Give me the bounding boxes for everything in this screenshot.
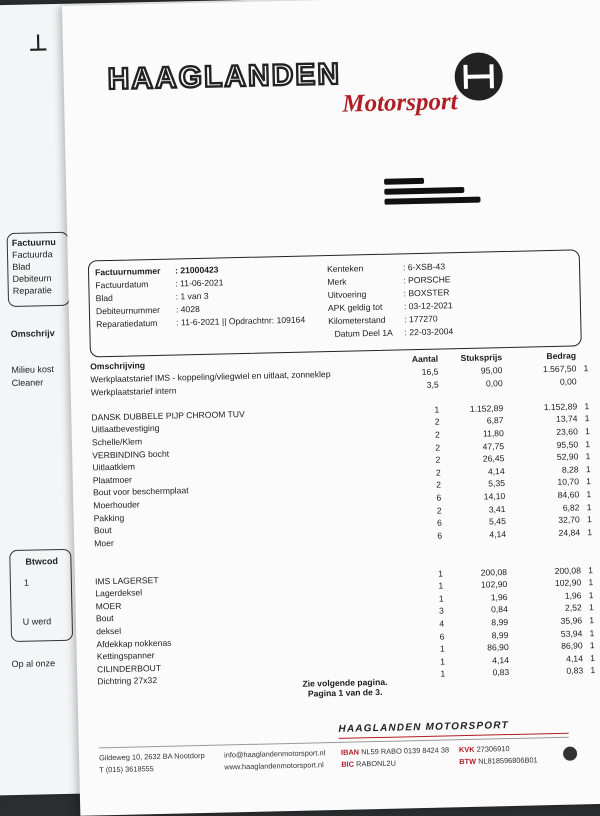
item-description: Schelle/Klem <box>91 436 143 448</box>
item-vat-code: 1 <box>585 438 591 449</box>
back-label: Reparatie <box>12 285 52 296</box>
item-quantity: 2 <box>435 442 441 453</box>
kvk-label: KVK <box>458 744 475 755</box>
btw-label: BTW <box>459 756 477 767</box>
item-amount: 84,60 <box>557 489 580 500</box>
item-amount: 53,94 <box>560 627 583 639</box>
item-description: Lagerdeksel <box>95 587 143 599</box>
item-vat-code: 1 <box>584 426 590 437</box>
item-description: DANSK DUBBELE PIJP CHROOM TUV <box>91 408 245 423</box>
item-description: Uitlaatbevestiging <box>91 423 160 435</box>
apk-label: APK geldig tot <box>327 301 383 314</box>
item-vat-code: 1 <box>585 451 591 462</box>
item-amount: 35,96 <box>560 615 583 626</box>
iban-label: IBAN <box>340 747 360 757</box>
continue-note <box>302 677 387 699</box>
plate-label: Kenteken <box>326 263 364 275</box>
item-description: Kettingspanner <box>96 650 155 662</box>
back-label: Factuurda <box>11 249 53 260</box>
item-description: IMS LAGERSET <box>94 574 159 586</box>
item-description: deksel <box>96 625 122 637</box>
item-vat-code: 1 <box>588 577 594 588</box>
item-unit-price: 0,00 <box>485 377 503 389</box>
back-label: Omschrijv <box>10 328 55 339</box>
footer-phone: T (015) 3618555 <box>99 764 154 775</box>
item-description: CILINDERBOUT <box>96 662 162 675</box>
item-unit-price: 4,14 <box>492 654 510 666</box>
header-amount: Bedrag <box>546 350 577 362</box>
item-vat-code: 1 <box>589 627 595 638</box>
brand-label: Merk <box>327 276 347 288</box>
page-count-line: Pagina 1 van de 3. <box>307 686 383 699</box>
item-vat-code: 1 <box>588 602 594 613</box>
repair-date-label: Reparatiedatum <box>96 317 158 330</box>
logo-subtitle: Motorsport <box>341 88 458 118</box>
item-quantity: 16,5 <box>421 366 439 377</box>
item-vat-code: 1 <box>584 413 590 424</box>
item-unit-price: 4,14 <box>489 528 507 540</box>
bic-value: RABONL2U <box>355 758 397 769</box>
brand-value: : PORSCHE <box>403 274 451 286</box>
item-quantity: 2 <box>435 467 441 478</box>
item-vat-code: 1 <box>586 489 592 500</box>
back-label: Blad <box>12 261 31 272</box>
item-amount: 102,90 <box>554 577 582 589</box>
item-vat-code: 1 <box>588 589 594 600</box>
item-amount: 200,08 <box>554 564 582 576</box>
item-quantity: 2 <box>434 416 440 428</box>
item-amount: 1,96 <box>564 590 582 601</box>
item-unit-price: 26,45 <box>482 453 505 464</box>
item-vat-code: 1 <box>584 400 590 412</box>
back-label: 1 <box>23 577 30 588</box>
item-quantity: 6 <box>437 530 443 541</box>
item-amount: 4,14 <box>566 653 584 664</box>
back-label: Milieu kost <box>11 364 55 375</box>
repair-date-value: : 11-6-2021 || Opdrachtnr: 109164 <box>176 314 306 328</box>
item-amount: 95,50 <box>556 438 579 450</box>
item-quantity: 1 <box>438 580 444 591</box>
item-quantity: 6 <box>436 517 442 528</box>
page-label: Blad <box>95 292 113 304</box>
item-unit-price: 102,90 <box>480 579 508 590</box>
item-quantity: 2 <box>436 505 442 516</box>
item-vat-code: 1 <box>587 526 593 538</box>
redacted-address <box>384 177 481 209</box>
invoice-info-box <box>88 249 582 357</box>
item-unit-price: 0,83 <box>492 667 510 678</box>
reg-date-label: Datum Deel 1A <box>334 327 393 339</box>
footer-badge-icon <box>563 747 577 761</box>
back-label: Op al onze <box>11 658 56 670</box>
item-description: Afdekkap nokkenas <box>96 637 172 649</box>
item-vat-code: 1 <box>586 501 592 512</box>
item-quantity: 6 <box>436 492 442 503</box>
iban-value: NL59 RABO 0139 8424 38 <box>361 745 450 757</box>
item-description: Moerhouder <box>93 499 140 511</box>
mileage-value: : 177270 <box>404 313 438 325</box>
item-description: MOER <box>95 600 122 612</box>
item-unit-price: 86,90 <box>487 642 509 653</box>
item-quantity: 1 <box>440 656 446 667</box>
debtor-label: Debiteurnummer <box>95 304 161 317</box>
footer-address: Gildeweg 10, 2632 BA Nootdorp <box>98 750 205 763</box>
invoice-number-label: Factuurnummer <box>94 265 161 278</box>
model-value: : BOXSTER <box>403 287 450 299</box>
item-description: Bout <box>93 525 112 536</box>
item-amount: 0,00 <box>559 376 577 387</box>
item-description: Plaatmoer <box>92 474 133 486</box>
item-quantity: 2 <box>436 479 442 491</box>
item-unit-price: 14,10 <box>483 491 506 502</box>
item-unit-price: 1.152,89 <box>469 402 504 414</box>
footer-email[interactable]: info@haaglandenmotorsport.nl <box>223 748 326 760</box>
invoice-date-value: : 11-06-2021 <box>175 277 224 289</box>
item-vat-code: 1 <box>590 665 596 676</box>
footer-website[interactable]: www.haaglandenmotorsport.nl <box>224 760 324 772</box>
mileage-label: Kilometerstand <box>328 314 386 327</box>
item-amount: 86,90 <box>561 640 583 652</box>
btw-value: NL818596806B01 <box>478 755 538 766</box>
page-value: : 1 van 3 <box>175 290 209 302</box>
item-quantity: 1 <box>434 404 440 415</box>
item-vat-code: 1 <box>589 640 595 651</box>
item-description: Moer <box>94 537 114 549</box>
item-amount: 10,70 <box>557 476 580 488</box>
item-unit-price: 5,45 <box>488 516 506 527</box>
item-quantity: 3 <box>438 605 444 616</box>
item-amount: 6,82 <box>562 501 580 513</box>
model-label: Uitvoering <box>327 289 367 301</box>
item-amount: 2,52 <box>564 602 582 614</box>
item-unit-price: 0,84 <box>490 604 508 615</box>
debtor-value: : 4028 <box>175 303 200 315</box>
item-description: Werkplaatstarief IMS - koppeling/vliegwiel en uitlaat, zonneklep <box>90 369 331 385</box>
item-quantity: 1 <box>440 668 446 679</box>
header-quantity: Aantal <box>411 353 439 365</box>
item-quantity: 3,5 <box>426 379 439 390</box>
haaglanden-logo <box>103 46 514 125</box>
plate-value: : 6-XSB-43 <box>402 261 446 273</box>
item-vat-code: 1 <box>586 476 592 487</box>
footer-logo: HAAGLANDEN MOTORSPORT <box>338 720 509 735</box>
back-label: Debiteurn <box>12 273 52 284</box>
kvk-value: 27306910 <box>476 744 510 754</box>
logo-wordmark: HAAGLANDEN <box>107 57 342 96</box>
item-vat-code: 1 <box>588 564 594 575</box>
back-logo-fragment: ⊥ <box>28 30 49 56</box>
item-unit-price: 4,14 <box>487 465 505 477</box>
item-amount: 1.567,50 <box>542 363 577 375</box>
back-label: U werd <box>22 616 52 627</box>
reg-date-value: : 22-03-2004 <box>404 326 454 338</box>
item-description: Dichtring 27x32 <box>97 675 158 687</box>
item-quantity: 4 <box>439 618 445 629</box>
item-description: Bout voor beschermplaat <box>92 485 189 498</box>
item-vat-code: 1 <box>586 514 592 525</box>
continue-line: Zie volgende pagina. <box>302 676 388 689</box>
item-unit-price: 200,08 <box>480 566 508 578</box>
item-amount: 1.152,89 <box>543 401 578 412</box>
item-unit-price: 3,41 <box>488 503 506 515</box>
item-vat-code: 1 <box>585 463 591 475</box>
item-amount: 13,74 <box>555 413 578 425</box>
item-quantity: 1 <box>439 643 445 654</box>
item-description: Pakking <box>93 512 125 524</box>
item-unit-price: 1,96 <box>490 591 508 603</box>
item-unit-price: 47,75 <box>482 440 505 452</box>
item-unit-price: 95,00 <box>480 365 503 376</box>
item-description: Werkplaatstarief intern <box>90 385 177 398</box>
invoice-number-value: : 21000423 <box>174 264 219 276</box>
item-quantity: 6 <box>439 631 445 642</box>
item-vat-code: 1 <box>589 615 595 626</box>
item-description: VERBINDING bocht <box>92 448 170 461</box>
back-label: Factuurnu <box>11 237 56 248</box>
item-unit-price: 8,99 <box>491 629 509 641</box>
item-amount: 32,70 <box>558 514 580 526</box>
item-description: Uitlaatklem <box>92 461 136 473</box>
item-unit-price: 11,80 <box>482 428 504 439</box>
item-amount: 52,90 <box>556 451 579 463</box>
item-amount: 0,83 <box>566 665 584 677</box>
item-unit-price: 5,35 <box>488 478 506 489</box>
item-amount: 23,60 <box>556 426 578 437</box>
item-quantity: 1 <box>438 593 444 604</box>
item-quantity: 2 <box>434 429 440 440</box>
invoice-date-label: Factuurdatum <box>95 279 149 291</box>
item-unit-price: 6,87 <box>486 415 504 426</box>
item-amount: 24,84 <box>558 527 581 538</box>
item-vat-code: 1 <box>583 363 589 374</box>
bic-label: BIC <box>341 759 355 769</box>
back-label: Cleaner <box>11 377 44 388</box>
item-amount: 8,28 <box>561 464 579 475</box>
header-unit-price: Stuksprijs <box>460 352 503 364</box>
item-unit-price: 8,99 <box>491 617 509 628</box>
item-description: Bout <box>95 613 114 624</box>
apk-value: : 03-12-2021 <box>403 300 453 312</box>
header-description: Omschrijving <box>90 360 146 372</box>
item-quantity: 1 <box>438 568 444 579</box>
item-vat-code: 1 <box>590 652 596 663</box>
invoice-page <box>62 0 600 816</box>
back-label: Btwcod <box>25 556 59 567</box>
item-quantity: 2 <box>435 454 441 465</box>
